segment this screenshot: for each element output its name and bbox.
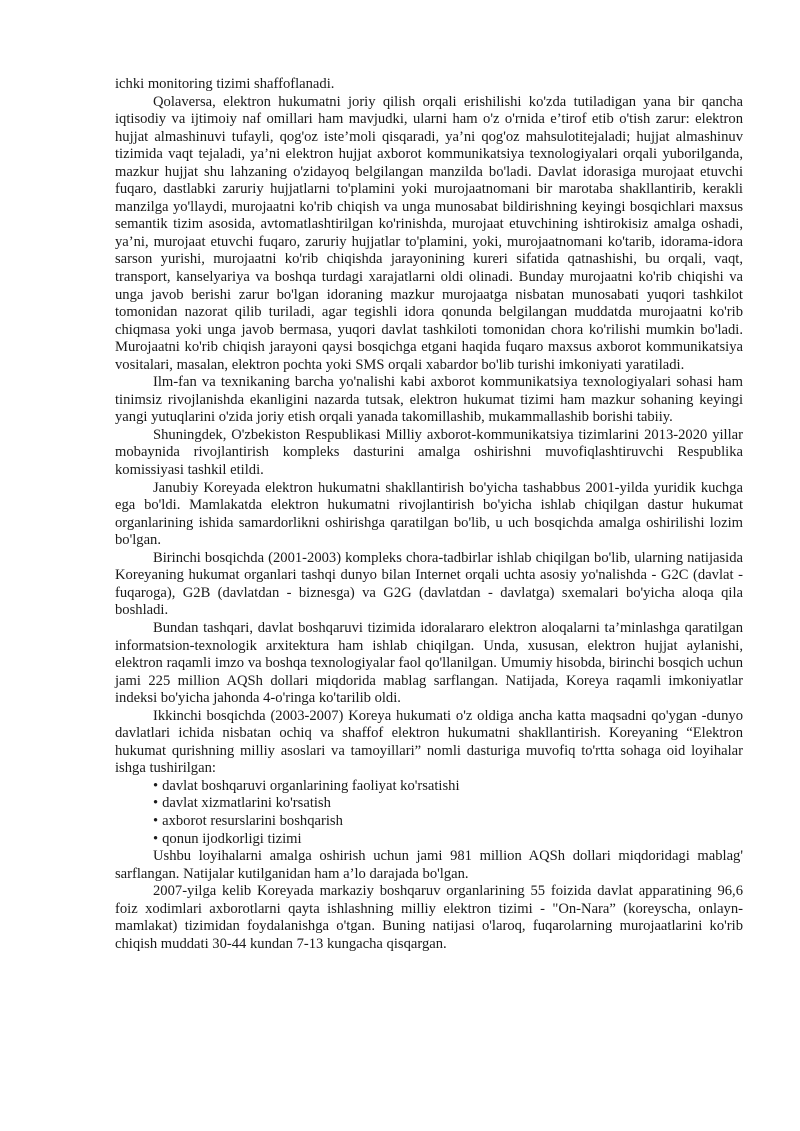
bullet-icon: •: [153, 830, 159, 847]
document-page: [115, 76, 743, 953]
paragraph: Janubiy Koreyada elektron hukumatni shakllantirish bo'yicha tashabbus 2001-yilda yuridik kuchga ega bo'ldi. Mamlakatda elektron hukumatni rivojlantirish bo'yicha ishlab chiqilgan dastur hukumat organlarining ishida samardorlikni oshirishga qaratilgan bo'lib, u uch bosqichda amalga oshirilishi lozim bo'lgan.: [115, 479, 743, 549]
list-item: [115, 795, 743, 813]
bullet-icon: •: [153, 795, 159, 812]
paragraph: Ikkinchi bosqichda (2003-2007) Koreya hukumati o'z oldiga ancha katta maqsadni qo'ygan -dunyo davlatlari ichida nisbatan ochiq va shaffof elektron hukumatni shakllantirish. Koreyaning “Elektron hukumat qurishning milliy asoslari va tamoyillari” nomli dasturiga muvofiq to'rtta sohaga oid loyihalar ishga tushirilgan:: [115, 707, 743, 777]
paragraph: Ilm-fan va texnikaning barcha yo'nalishi kabi axborot kommunikatsiya texnologiyalari sohasi ham tinimsiz rivojlanishda ekanligini nazarda tutsak, elektron hukumat tizimi ham mazkur sohaning keyingi yangi yutuqlarini o'zida joriy etish orqali yanada takomillashib, mukammallashib borishi tabiiy.: [115, 374, 743, 426]
paragraph: Ushbu loyihalarni amalga oshirish uchun jami 981 million AQSh dollari miqdoridagi mablag' sarflangan. Natijalar kutilganidan ham a’lo darajada bo'lgan.: [115, 848, 743, 882]
bullet-icon: •: [153, 777, 159, 794]
list-item-text: axborot resurslarini boshqarish: [162, 812, 343, 829]
list-item-text: qonun ijodkorligi tizimi: [162, 830, 302, 847]
list-item: [115, 813, 743, 831]
list-item: [115, 778, 743, 796]
bullet-icon: •: [153, 812, 159, 829]
paragraph: Shuningdek, O'zbekiston Respublikasi Milliy axborot-kommunikatsiya tizimlarini 2013-2020 yillar mobaynida rivojlantirish kompleks dasturini amalga oshirishni muvofiqlashtiruvchi Respublika komissiyasi tashkil etildi.: [115, 426, 743, 479]
paragraph: Qolaversa, elektron hukumatni joriy qilish orqali erishilishi ko'zda tutiladigan yana bir qancha iqtisodiy va ijtimoiy naf omillari ham mavjudki, ularni ham o'z o'rnida e’tirof etib o'tish zarur: elektron hujjat almashinuvi tufayli, qog'oz iste’moli qisqaradi, ya’ni qog'oz mahsulotitejaladi; hujjat almashinuv tizimida vaqt tejaladi, ya’ni elektron hujjat axborot kommunikatsiya texnologiyalari orqali yuborilganda, mazkur hujjat shu lahzaning o'zidayoq belgilangan manzilda bo'ladi. Davlat idorasiga murojaat etuvchi fuqaro, dastlabki zaruriy hujjatlarni to'plamini yoki murojaatnomani bir marotaba shakllantirib, kerakli manzilga yo'llaydi, murojaatni ko'rib chiqish va unga munosabat bildirishning keyingi bosqichlari maxsus semantik tizim asosida, avtomatlashtirilgan ko'rinishda, murojaat etuvchining ishtirokisiz amalga oshadi, ya’ni, murojaat etuvchi fuqaro, zaruriy hujjatlar to'plamini, yoki, murojaatnomani ko'tarib, idorama-idora sarson yurishi, murojaatni ko'rib chiqishda jarayonining kureri sifatida qatnashishi, bu orqali, vaqt, transport, kanselyariya va boshqa turdagi xarajatlarni oldi olinadi. Bunday murojaatni ko'rib chiqishi va unga javob berishi zarur bo'lgan idoraning mazkur murojaatga nisbatan munosabati yuqori tashkilot tomonidan nazorat qilib turiladi, agar tegishli idora qonunda belgilangan muddatda murojaatni ko'rib chiqmasa yoki unga javob bermasa, yuqori davlat tashkiloti tomonidan chora ko'rilishi mumkin bo'ladi. Murojaatni ko'rib chiqish jarayoni qaysi bosqichga etgani haqida fuqaro maxsus axborot kommunikatsiya vositalari, masalan, elektron pochta yoki SMS orqali xabardor bo'lib turishi imkoniyati yaratiladi.: [115, 93, 743, 373]
paragraph: ichki monitoring tizimi shaffoflanadi.: [115, 76, 335, 92]
paragraph: Birinchi bosqichda (2001-2003) kompleks chora-tadbirlar ishlab chiqilgan bo'lib, ularning natijasida Koreyaning hukumat organlari tashqi dunyo bilan Internet orqali uchta asosiy yo'nalishda - G2C (davlat - fuqaroga), G2B (davlatdan - biznesga) va G2G (davlatdan - davlatga) sxemalari bo'yicha aloqa qila boshladi.: [115, 549, 743, 619]
paragraph: Bundan tashqari, davlat boshqaruvi tizimida idoralararo elektron aloqalarni ta’minlashga qaratilgan informatsion-texnologik arxitektura ham ishlab chiqilgan. Unda, xususan, elektron hujjat aylanishi, elektron raqamli imzo va boshqa texnologiyalar faol qo'llanilgan. Umumiy hisobda, birinchi bosqich uchun jami 225 million AQSh dollari miqdorida mablag sarflangan. Natijada, Koreya raqamli imkoniyatlar indeksi bo'yicha jahonda 4-o'ringa ko'tarilib oldi.: [115, 619, 743, 707]
list-item: [115, 831, 743, 849]
paragraph: 2007-yilga kelib Koreyada markaziy boshqaruv organlarining 55 foizida davlat apparatining 96,6 foiz xodimlari axborotlarni qayta ishlashning milliy elektron tizimi - "On-Nara” (koreyscha, onlayn-mamlakat) tizimidan foydalanishga o'tgan. Buning natijasi o'laroq, fuqarolarning murojaatlarini ko'rib chiqish muddati 30-44 kundan 7-13 kungacha qisqargan.: [115, 883, 743, 952]
list-item-text: davlat xizmatlarini ko'rsatish: [162, 795, 331, 812]
bullet-list: [115, 778, 743, 848]
list-item-text: davlat boshqaruvi organlarining faoliyat ko'rsatishi: [162, 777, 460, 794]
